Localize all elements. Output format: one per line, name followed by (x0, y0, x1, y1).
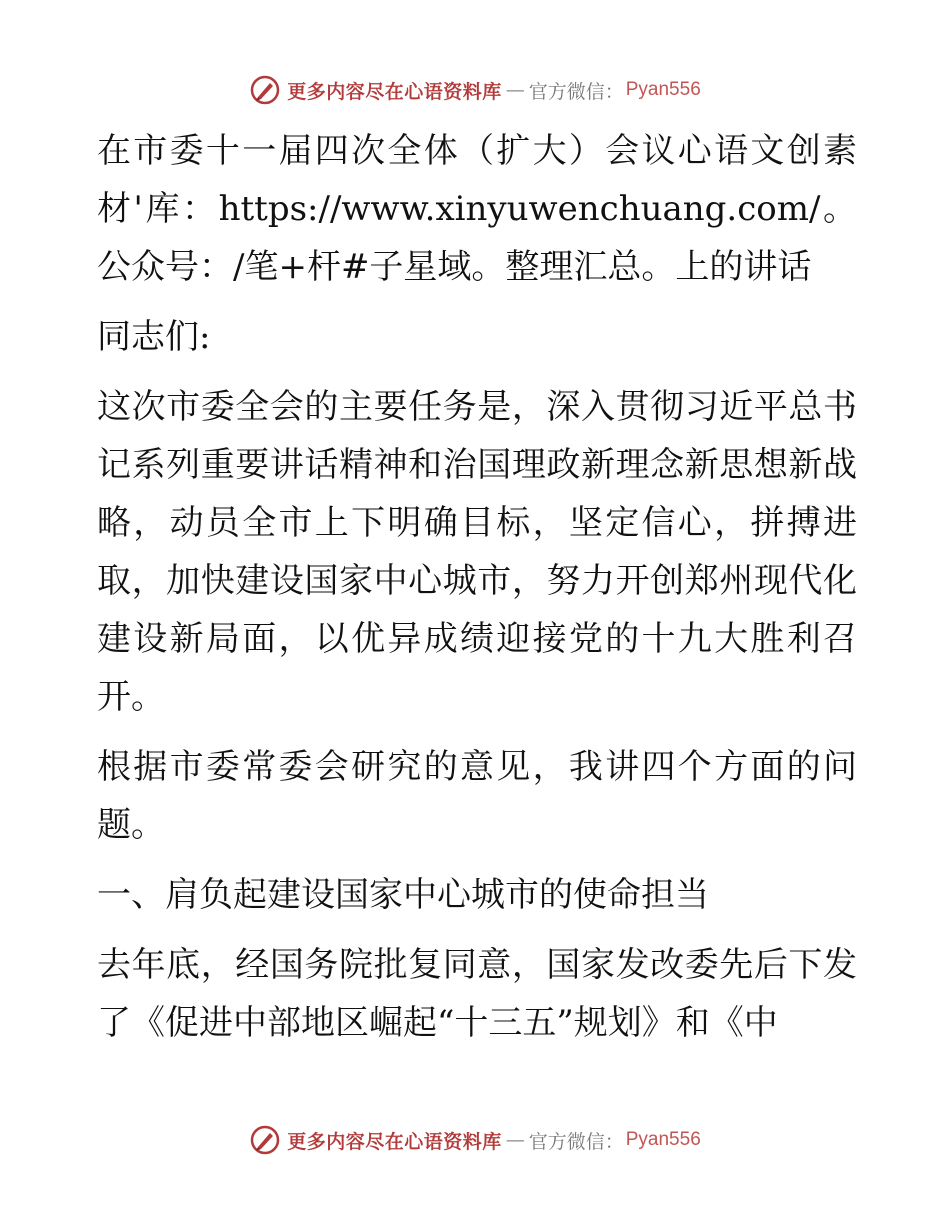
body-paragraph: 根据市委常委会研究的意见，我讲四个方面的问题。 (97, 747, 857, 845)
salutation-paragraph: 同志们: (97, 317, 211, 357)
footer-watermark-banner (0, 1120, 950, 1160)
banner-official-label: 官方微信： (528, 80, 624, 103)
header-watermark-banner (0, 70, 950, 110)
banner-brand-text: 更多内容尽在心语资料库 (287, 80, 502, 103)
quill-pen-logo-icon (249, 74, 281, 106)
banner-dash: — (505, 79, 525, 101)
section-heading: 一、肩负起建设国家中心城市的使命担当 (97, 875, 709, 915)
banner-wechat-id: Pyan556 (625, 1129, 701, 1150)
document-title-paragraph: 在市委十一届四次全体（扩大）会议心语文创素材'库：https://www.xinyuwenchuang.com/。公众号：/笔+杆#子星域。整理汇总。上的讲话 (97, 131, 857, 287)
body-paragraph: 这次市委全会的主要任务是，深入贯彻习近平总书记系列重要讲话精神和治国理政新理念新思想新战略，动员全市上下明确目标，坚定信心，拼搏进取，加快建设国家中心城市，努力开创郑州现代化建设新局面，以优异成绩迎接党的十九大胜利召开。 (97, 387, 857, 717)
banner-dash: — (505, 1129, 525, 1151)
banner-wechat-id: Pyan556 (625, 79, 701, 100)
document-body (97, 122, 857, 1064)
quill-pen-logo-icon (249, 1124, 281, 1156)
body-paragraph: 去年底，经国务院批复同意，国家发改委先后下发了《促进中部地区崛起“十三五”规划》和《中 (97, 945, 857, 1043)
banner-official-label: 官方微信： (528, 1130, 624, 1153)
banner-brand-text: 更多内容尽在心语资料库 (287, 1130, 502, 1153)
